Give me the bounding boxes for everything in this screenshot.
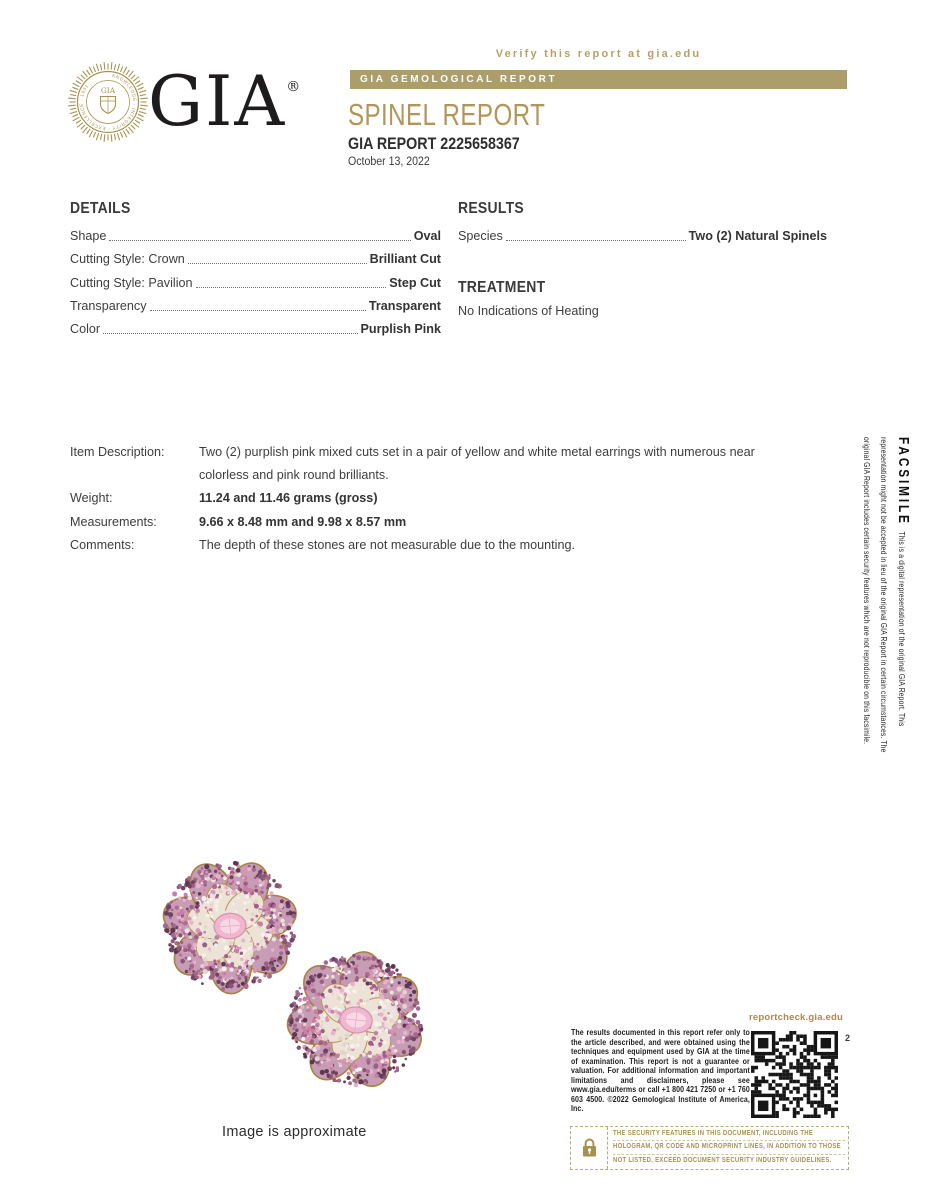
treatment-value: No Indications of Heating xyxy=(458,304,599,318)
details-row-transparency xyxy=(70,292,441,315)
item-value: Two (2) purplish pink mixed cuts set in a pair of yellow and white metal earrings with numerous near colorless and pink round brilliants. xyxy=(199,445,755,483)
treatment-heading: TREATMENT xyxy=(458,279,546,296)
row-value: Oval xyxy=(413,229,441,244)
reportcheck-link[interactable]: reportcheck.gia.edu xyxy=(748,1012,844,1023)
security-line: NOT LISTED, EXCEED DOCUMENT SECURITY INDUSTRY GUIDELINES. xyxy=(613,1154,845,1167)
seal-ring-text: · KNOWLEDGE · INTEGRITY · EXCELLENCE · 1931 xyxy=(78,72,138,132)
details-heading: DETAILS xyxy=(70,200,131,217)
item-row-description xyxy=(70,441,786,487)
row-label: Cutting Style: Pavilion xyxy=(70,275,193,290)
gia-seal-icon xyxy=(66,60,150,144)
footer-disclaimer: The results documented in this report refer only to the article described, and were obtained using the techniques and equipment used by GIA at the time of examination. This report is not a guarantee or valuation. For additional information and important limitations and disclaimers, please see www.gia.edu/terms or call +1 800 421 7250 or +1 760 603 4500. ©2022 Gemological Institute of America, Inc. xyxy=(571,1028,750,1114)
gia-logo-text: GIA xyxy=(148,62,287,142)
item-row-weight xyxy=(70,487,786,510)
item-value: 9.66 x 8.48 mm and 9.98 x 8.57 mm xyxy=(199,514,407,529)
report-banner xyxy=(350,70,847,89)
row-label: Shape xyxy=(70,229,107,244)
row-value: Brilliant Cut xyxy=(369,252,441,267)
padlock-icon xyxy=(581,1137,598,1159)
dotted-leader xyxy=(109,240,410,241)
qr-page-number: 2 xyxy=(845,1033,851,1043)
row-value: Two (2) Natural Spinels xyxy=(688,229,827,244)
report-title: SPINEL REPORT xyxy=(348,97,546,132)
security-features-box xyxy=(570,1126,849,1170)
results-row-species xyxy=(458,222,827,245)
item-value: 11.24 and 11.46 grams (gross) xyxy=(199,491,378,506)
image-approximate-caption: Image is approximate xyxy=(222,1124,367,1140)
row-value: Transparent xyxy=(368,298,441,313)
item-label: Measurements: xyxy=(70,514,157,529)
row-value: Purplish Pink xyxy=(360,321,441,336)
item-label: Weight: xyxy=(70,491,113,506)
dotted-leader xyxy=(103,333,357,334)
report-date: October 13, 2022 xyxy=(348,156,430,168)
item-label: Item Description: xyxy=(70,445,165,459)
row-label: Color xyxy=(70,321,101,336)
item-row-measurements xyxy=(70,511,786,534)
item-description-block xyxy=(70,441,786,557)
dotted-leader xyxy=(506,240,686,241)
details-row-pavilion xyxy=(70,268,441,291)
security-text xyxy=(608,1127,848,1169)
verify-report-link[interactable]: Verify this report at gia.edu xyxy=(495,48,702,60)
qr-code[interactable] xyxy=(751,1031,838,1118)
security-line: HOLOGRAM, QR CODE AND MICROPRINT LINES, IN ADDITION TO THOSE xyxy=(613,1140,845,1153)
dotted-leader xyxy=(196,287,387,288)
details-table xyxy=(70,222,441,338)
security-line: THE SECURITY FEATURES IN THIS DOCUMENT, INCLUDING THE xyxy=(613,1130,814,1137)
row-label: Species xyxy=(458,229,503,244)
dotted-leader xyxy=(188,263,367,264)
details-row-color xyxy=(70,315,441,338)
facsimile-text: This is a digital representation of the original GIA Report. This representation might not be accepted in lieu of the original GIA Report in certain circumstances. The original GIA Report includes certain security features which are not reproducible on this facsimile. xyxy=(862,437,907,753)
dotted-leader xyxy=(150,310,366,311)
row-label: Transparency xyxy=(70,298,147,313)
facsimile-notice xyxy=(858,437,912,765)
details-row-shape xyxy=(70,222,441,245)
seal-center-text: GIA xyxy=(100,86,116,95)
results-heading: RESULTS xyxy=(458,200,524,217)
details-row-crown xyxy=(70,245,441,268)
registered-mark: ® xyxy=(286,79,301,95)
row-label: Cutting Style: Crown xyxy=(70,252,185,267)
item-label: Comments: xyxy=(70,537,135,552)
results-table xyxy=(458,222,827,245)
banner-label: GIA GEMOLOGICAL REPORT xyxy=(360,74,558,85)
report-number: GIA REPORT 2225658367 xyxy=(348,134,520,153)
item-value: The depth of these stones are not measurable due to the mounting. xyxy=(199,537,575,552)
row-value: Step Cut xyxy=(389,275,441,290)
lock-cell xyxy=(571,1127,608,1169)
gia-logotype xyxy=(148,62,301,142)
facsimile-heading: FACSIMILE xyxy=(895,437,911,526)
earrings-photo xyxy=(150,848,470,1103)
item-row-comments xyxy=(70,534,786,557)
